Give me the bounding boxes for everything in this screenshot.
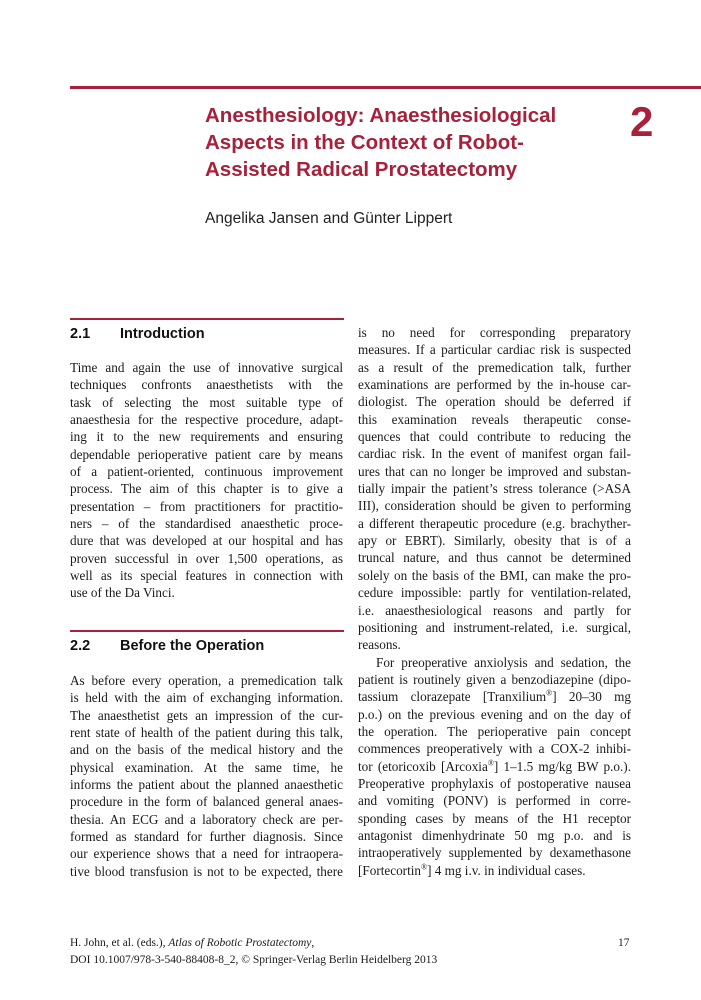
text-line: i.e. anaesthesiological reasons and partly for <box>358 602 631 618</box>
chapter-title <box>205 102 605 183</box>
section-heading-before-operation <box>70 637 264 655</box>
text-line: task of selecting the most suitable type of <box>70 394 343 410</box>
page-number: 17 <box>618 937 630 949</box>
text-line: dependable perioperative patient care by means <box>70 446 343 462</box>
text-line: anaesthesia for the respective procedure, adapt- <box>70 412 343 428</box>
right-column-text <box>358 324 631 879</box>
text-line: the operation. The perioperative pain concept <box>358 723 631 739</box>
text-line: is no need for corresponding preparatory <box>358 325 631 340</box>
footer-doi: DOI 10.1007/978-3-540-88408-8_2, © Springer-Verlag Berlin Heidelberg 2013 <box>70 954 438 966</box>
text-line: ures that can no longer be improved and substan- <box>358 463 631 479</box>
text-line: patient is routinely given a benzodiazepine (dipo- <box>358 671 631 687</box>
section-title: Before the Operation <box>120 638 265 654</box>
text-line: proven successful in over 1,500 operations, as <box>70 550 343 566</box>
text-line: presentation – from practitioners for practitio- <box>70 498 343 514</box>
text-line: and on the basis of the medical history and the <box>70 742 343 758</box>
text-line: solely on the basis of the BMI, can make the pro- <box>358 567 631 583</box>
text-line: quences that could contribute to reducing the <box>358 429 631 445</box>
text-line: techniques confronts anaesthetists with the <box>70 377 343 393</box>
text-line: cardiac risk. In the event of manifest organ fail- <box>358 446 631 462</box>
section-rule-introduction <box>70 318 344 320</box>
text-line: diologist. The operation should be deferred if <box>358 394 631 410</box>
chapter-top-rule <box>70 86 701 89</box>
text-line: sponding cases by means of the H1 receptor <box>358 810 631 826</box>
text-line: process. The aim of this chapter is to give a <box>70 481 343 497</box>
text-line: Preoperative prophylaxis of postoperative nausea <box>358 775 631 791</box>
citation-prefix: H. John, et al. (eds.), <box>70 937 169 949</box>
text-line: procedure in the form of balanced general anaes- <box>70 794 343 810</box>
text-line: As before every operation, a premedication talk <box>70 673 343 688</box>
section-heading-introduction <box>70 325 205 343</box>
chapter-number: 2 <box>630 98 654 145</box>
text-line: as a result of the premedication talk, further <box>358 359 631 375</box>
text-line: a different therapeutic procedure (e.g. brachyther- <box>358 515 631 531</box>
text-line: measures. If a particular cardiac risk is suspected <box>358 342 631 358</box>
text-line: of a patient-oriented, continuous improvement <box>70 464 343 480</box>
text-line: physical examination. At the same time, he <box>70 759 343 775</box>
text-line: antagonist dimenhydrinate 50 mg p.o. and is <box>358 827 631 843</box>
text-line: use of the Da Vinci. <box>70 585 175 601</box>
text-line: [Fortecortin®] 4 mg i.v. in individual cases. <box>358 862 586 878</box>
text-line: p.o.) on the previous evening and on the day of <box>358 706 631 722</box>
text-line: thesia. An ECG and a laboratory check are per- <box>70 811 343 827</box>
text-line: examinations are performed by the in-house car- <box>358 377 631 393</box>
introduction-text <box>70 359 343 602</box>
text-line: cedure impossible: partly for ventilation-related, <box>358 585 631 601</box>
text-line: tially impair the patient’s stress tolerance (>ASA <box>358 481 631 497</box>
text-line: reasons. <box>358 637 401 653</box>
citation-book-title: Atlas of Robotic Prostatectomy <box>168 937 312 949</box>
chapter-title-line: Aspects in the Context of Robot- <box>205 131 524 154</box>
section-title: Introduction <box>120 326 205 342</box>
before-operation-text <box>70 672 343 880</box>
text-line: tassium clorazepate [Tranxilium®] 20–30 mg <box>358 688 631 705</box>
text-line: informs the patient about the planned anaesthetic <box>70 777 343 793</box>
text-line: formed as standard for further diagnosis. Since <box>70 829 343 845</box>
text-line: Time and again the use of innovative surgical <box>70 360 343 375</box>
text-line: intraoperatively supplemented by dexamethasone <box>358 845 631 861</box>
text-line: tor (etoricoxib [Arcoxia®] 1–1.5 mg/kg BW p.o.). <box>358 758 631 774</box>
text-line: positioning and instrument-related, i.e. surgical, <box>358 619 631 635</box>
text-line: III), consideration should be given to performing <box>358 498 631 514</box>
text-line: is held with the aim of exchanging information. <box>70 690 343 706</box>
text-line: this examination reveals therapeutic conse- <box>358 411 631 427</box>
text-line: commences preoperatively with a COX-2 inhibi- <box>358 741 631 757</box>
text-line: well as its special features in connection with <box>70 568 343 584</box>
section-number: 2.2 <box>70 638 91 654</box>
section-rule-before-operation <box>70 630 344 632</box>
text-line: truncal nature, and thus cannot be determined <box>358 550 631 566</box>
text-line: The anaesthetist gets an impression of the cur- <box>70 707 343 723</box>
text-line: ing it to the new requirements and ensuring <box>70 429 343 445</box>
text-line: tive blood transfusion is not to be expected, there <box>70 863 343 879</box>
chapter-authors: Angelika Jansen and Günter Lippert <box>205 210 453 227</box>
footer-citation <box>70 936 314 951</box>
text-line: ners – of the standardised anaesthetic proce- <box>70 516 343 532</box>
text-line: For preoperative anxiolysis and sedation, the <box>376 654 631 670</box>
section-number: 2.1 <box>70 326 91 342</box>
text-line: our experience shows that a need for intraopera- <box>70 846 343 862</box>
text-line: dure that was developed at our hospital and has <box>70 533 343 549</box>
text-line: apy or EBRT). Similarly, obesity that is of a <box>358 533 631 549</box>
citation-suffix: , <box>311 937 315 949</box>
text-line: and vomiting (PONV) is performed in corre- <box>358 793 631 809</box>
chapter-title-line: Assisted Radical Prostatectomy <box>205 158 518 181</box>
chapter-title-line: Anesthesiology: Anaesthesiological <box>205 104 557 127</box>
text-line: rent state of health of the patient during this talk, <box>70 725 343 741</box>
